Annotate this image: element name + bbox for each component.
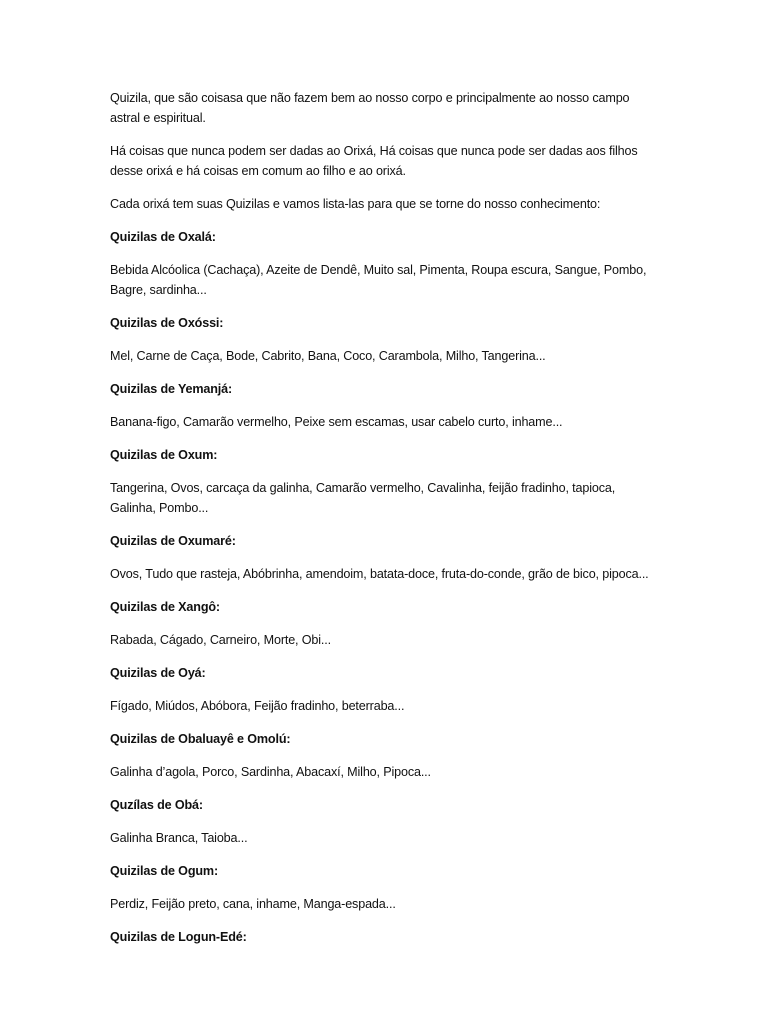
section-heading: Quizilas de Oxóssi:	[110, 316, 224, 330]
intro-paragraph-2: Há coisas que nunca podem ser dadas ao Orixá, Há coisas que nunca pode ser dadas aos filhos desse orixá e há coisas em comum ao filho e ao orixá.	[110, 144, 638, 178]
section-logun-ede	[110, 927, 660, 947]
section-heading: Quizilas de Xangô:	[110, 600, 220, 614]
section-items: Rabada, Cágado, Carneiro, Morte, Obi...	[110, 633, 331, 647]
section-ogum	[110, 861, 660, 914]
section-heading: Quizilas de Ogum:	[110, 864, 219, 878]
section-heading: Quizilas de Oxum:	[110, 448, 218, 462]
section-items: Ovos, Tudo que rasteja, Abóbrinha, amendoim, batata-doce, fruta-do-conde, grão de bico, pipoca...	[110, 567, 649, 581]
section-yemanja	[110, 379, 660, 432]
section-heading: Quizilas de Obaluayê e Omolú:	[110, 732, 291, 746]
section-heading: Quizilas de Oxumaré:	[110, 534, 236, 548]
section-items: Banana-figo, Camarão vermelho, Peixe sem escamas, usar cabelo curto, inhame...	[110, 415, 563, 429]
section-items: Bebida Alcóolica (Cachaça), Azeite de Dendê, Muito sal, Pimenta, Roupa escura, Sangue, Pombo, Bagre, sardinha...	[110, 263, 647, 297]
section-heading: Quizilas de Logun-Edé:	[110, 930, 247, 944]
section-items: Tangerina, Ovos, carcaça da galinha, Camarão vermelho, Cavalinha, feijão fradinho, tapioca, Galinha, Pombo...	[110, 481, 616, 515]
section-items: Fígado, Miúdos, Abóbora, Feijão fradinho, beterraba...	[110, 699, 405, 713]
intro-paragraph-3: Cada orixá tem suas Quizilas e vamos lista-las para que se torne do nosso conhecimento:	[110, 197, 601, 211]
section-oxossi	[110, 313, 660, 366]
section-oya	[110, 663, 660, 716]
section-items: Galinha Branca, Taioba...	[110, 831, 248, 845]
section-xango	[110, 597, 660, 650]
section-items: Mel, Carne de Caça, Bode, Cabrito, Bana, Coco, Carambola, Milho, Tangerina...	[110, 349, 546, 363]
section-heading: Quizilas de Oyá:	[110, 666, 206, 680]
intro-paragraph-1: Quizila, que são coisasa que não fazem bem ao nosso corpo e principalmente ao nosso campo astral e espiritual.	[110, 91, 630, 125]
section-oba	[110, 795, 660, 848]
section-heading: Quizilas de Oxalá:	[110, 230, 216, 244]
section-heading: Quzílas de Obá:	[110, 798, 203, 812]
document-page	[110, 88, 660, 947]
section-items: Galinha d’agola, Porco, Sardinha, Abacaxí, Milho, Pipoca...	[110, 765, 431, 779]
section-heading: Quizilas de Yemanjá:	[110, 382, 233, 396]
section-items: Perdiz, Feijão preto, cana, inhame, Manga-espada...	[110, 897, 396, 911]
section-oxum	[110, 445, 660, 518]
section-oxumare	[110, 531, 660, 584]
section-obaluaye	[110, 729, 660, 782]
section-oxala	[110, 227, 660, 300]
